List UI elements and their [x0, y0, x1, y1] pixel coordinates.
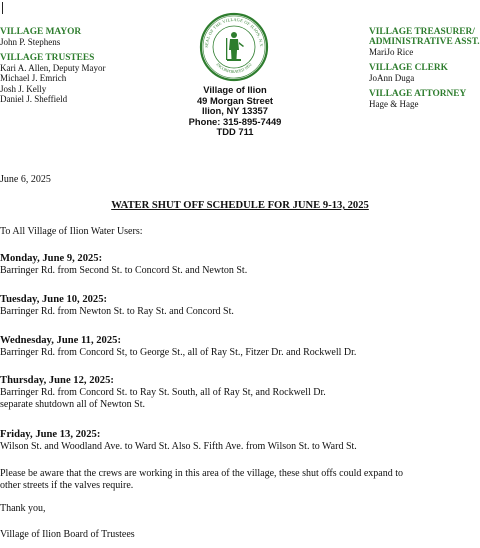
day-line: Barringer Rd. from Concord St. to Ray St. South, all of Ray St, and Rockwell Dr.: [0, 387, 326, 398]
village-tdd: TDD 711: [216, 126, 254, 138]
text-cursor: [2, 2, 3, 14]
letter-thanks: Thank you,: [0, 503, 46, 514]
schedule-day-wednesday: [0, 335, 480, 359]
treasurer-name: MariJo Rice: [369, 47, 414, 57]
day-line: Wilson St. and Woodland Ave. to Ward St. Also S. Fifth Ave. from Wilson St. to Ward St.: [0, 441, 357, 452]
schedule-day-monday: [0, 253, 480, 277]
letter-signoff: Village of Ilion Board of Trustees: [0, 529, 135, 540]
schedule-day-friday: [0, 429, 480, 453]
attorney-block: [369, 89, 480, 109]
letter-salutation: To All Village of Ilion Water Users:: [0, 226, 143, 237]
day-line: Barringer Rd. from Concord St, to George St., all of Ray St., Fitzer Dr. and Rockwell Dr.: [0, 347, 357, 358]
clerk-block: [369, 63, 480, 83]
letter-title: WATER SHUT OFF SCHEDULE FOR JUNE 9-13, 2025: [111, 200, 369, 211]
letterhead-right-column: [369, 27, 480, 110]
treasurer-title: VILLAGE TREASURER/ ADMINISTRATIVE ASST.: [369, 27, 480, 47]
day-line: separate shutdown all of Newton St.: [0, 398, 145, 410]
day-heading: Monday, June 9, 2025:: [0, 253, 103, 264]
day-line: Barringer Rd. from Newton St. to Ray St. and Concord St.: [0, 306, 234, 317]
note-line: other streets if the valves require.: [0, 480, 134, 491]
note-line: Please be aware that the crews are working in this area of the village, these shut offs could expand to: [0, 468, 404, 479]
svg-text:SEAL OF THE VILLAGE OF ILION,: SEAL OF THE VILLAGE OF ILION, N.Y.: [203, 16, 265, 48]
trustees-title: VILLAGE TRUSTEES: [0, 53, 95, 64]
mayor-name: John P. Stephens: [0, 37, 61, 47]
mayor-title: VILLAGE MAYOR: [0, 27, 82, 37]
trustee-name: Kari A. Allen, Deputy Mayor: [0, 63, 106, 74]
village-city: Ilion, NY 13357: [201, 105, 268, 117]
day-line: Barringer Rd. from Second St. to Concord St. and Newton St.: [0, 265, 248, 276]
treasurer-block: [369, 27, 480, 57]
attorney-name: Hage & Hage: [369, 99, 419, 110]
letter-date: June 6, 2025: [0, 174, 51, 185]
clerk-name: JoAnn Duga: [369, 73, 415, 84]
village-address: [150, 85, 320, 138]
trustee-name: Michael J. Emrich: [0, 73, 67, 84]
letter-note: [0, 468, 480, 492]
day-heading: Friday, June 13, 2025:: [0, 429, 101, 440]
village-name: Village of Ilion: [203, 84, 267, 95]
svg-text:INCORPORATED 1852: INCORPORATED 1852: [215, 61, 253, 75]
day-heading: Wednesday, June 11, 2025:: [0, 335, 121, 346]
letterhead-left-column: [0, 27, 160, 104]
trustee-name: Daniel J. Sheffield: [0, 93, 68, 104]
mayor-block: [0, 27, 160, 47]
village-phone: Phone: 315-895-7449: [188, 115, 282, 127]
day-heading: Thursday, June 12, 2025:: [0, 375, 114, 386]
trustees-block: [0, 53, 160, 104]
schedule-day-tuesday: [0, 294, 480, 318]
village-seal-logo: [199, 12, 269, 82]
attorney-title: VILLAGE ATTORNEY: [369, 89, 467, 100]
schedule-day-thursday: [0, 375, 480, 411]
village-street: 49 Morgan Street: [196, 94, 274, 106]
clerk-title: VILLAGE CLERK: [369, 63, 448, 74]
day-heading: Tuesday, June 10, 2025:: [0, 294, 108, 305]
trustee-name: Josh J. Kelly: [0, 83, 47, 94]
